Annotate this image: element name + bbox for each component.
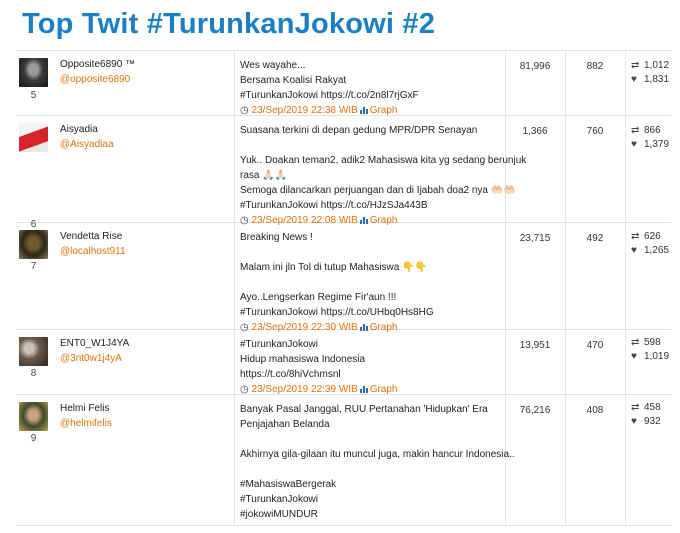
- following-cell: [565, 116, 626, 222]
- tweet-line: Yuk.. Doakan teman2, adik2 Mahasiswa kita yg sedang berunjuk: [240, 155, 527, 166]
- avatar[interactable]: [19, 337, 48, 366]
- tweet-cell: [234, 223, 506, 333]
- heart-icon: ♥: [631, 245, 637, 256]
- like-count: 1,379: [644, 139, 670, 150]
- like-stat: [631, 245, 669, 256]
- retweet-count: 458: [644, 402, 661, 413]
- table-row: [15, 51, 671, 116]
- tweet-line: Malam ini jln Tol di tutup Mahasiswa 👇👇: [240, 262, 428, 273]
- tweet-timestamp-link[interactable]: 23/Sep/2019 22:39 WIB: [251, 384, 358, 395]
- following-cell: [565, 395, 626, 525]
- table-row: [15, 395, 671, 526]
- retweet-stat: [631, 337, 661, 348]
- tweet-cell: [234, 395, 515, 525]
- user-cell: [15, 330, 235, 394]
- tweet-line: Breaking News !: [240, 232, 313, 243]
- tweet-table: [15, 50, 671, 526]
- tweet-line: #TurunkanJokowi https://t.co/2n8l7rjGxF: [240, 90, 419, 101]
- like-count: 932: [644, 416, 661, 427]
- heart-icon: ♥: [631, 139, 637, 150]
- graph-link[interactable]: Graph: [369, 322, 398, 333]
- tweet-text: [240, 402, 515, 522]
- tweet-timestamp-link[interactable]: 23/Sep/2019 22:30 WIB: [251, 322, 358, 333]
- tweet-line: #jokowiMUNDUR: [240, 509, 318, 520]
- rank-number: 6: [30, 219, 37, 230]
- tweet-line: Penjajahan Belanda: [240, 419, 330, 430]
- retweet-count: 626: [644, 231, 661, 242]
- clock-icon: ◷: [240, 215, 252, 226]
- user-name[interactable]: Vendetta Rise: [60, 231, 123, 242]
- like-stat: [631, 139, 669, 150]
- graph-link[interactable]: Graph: [369, 215, 398, 226]
- blank-line: [240, 275, 501, 290]
- like-stat: [631, 74, 669, 85]
- tweet-line: https://t.co/8hiVchmsnl: [240, 369, 341, 380]
- like-count: 1,831: [644, 74, 670, 85]
- following-count: 492: [586, 233, 604, 244]
- avatar[interactable]: [19, 230, 48, 259]
- like-count: 1,019: [644, 351, 670, 362]
- tweet-line: Banyak Pasal Janggal, RUU Pertanahan 'Hidupkan' Era: [240, 404, 488, 415]
- graph-link[interactable]: Graph: [369, 384, 398, 395]
- tweet-line: Ayo..Lengserkan Regime Fir'aun !!!: [240, 292, 397, 303]
- tweet-line: #TurunkanJokowi https://t.co/HJzSJa443B: [240, 200, 428, 211]
- tweet-line: Wes wayahe...: [240, 60, 306, 71]
- retweet-icon: ⇄: [631, 337, 640, 348]
- rank-number: 8: [30, 368, 37, 379]
- user-cell: [15, 51, 235, 115]
- user-cell: [15, 223, 235, 329]
- retweet-icon: ⇄: [631, 60, 640, 71]
- tweet-cell: [234, 330, 506, 394]
- like-count: 1,265: [644, 245, 670, 256]
- blank-line: [240, 462, 501, 477]
- user-handle-link[interactable]: @Aisyadiaa: [60, 139, 114, 150]
- followers-count: 13,951: [519, 340, 551, 351]
- like-stat: [631, 351, 669, 362]
- tweet-text: [240, 337, 501, 397]
- engagement-cell: [625, 223, 671, 329]
- tweet-text: [240, 58, 501, 118]
- rank-number: 5: [30, 90, 37, 101]
- table-row: [15, 330, 671, 395]
- retweet-count: 1,012: [644, 60, 670, 71]
- following-count: 470: [586, 340, 604, 351]
- user-name[interactable]: Aisyadia: [60, 124, 98, 135]
- clock-icon: ◷: [240, 105, 252, 116]
- rank-number: 9: [30, 433, 37, 444]
- following-cell: [565, 330, 626, 394]
- followers-count: 23,715: [519, 233, 551, 244]
- user-handle-link[interactable]: @localhost911: [60, 246, 126, 257]
- graph-icon: [360, 106, 369, 114]
- user-name[interactable]: Helmi Felis: [60, 403, 110, 414]
- following-count: 408: [586, 405, 604, 416]
- engagement-cell: [625, 51, 671, 115]
- followers-count: 76,216: [519, 405, 551, 416]
- avatar[interactable]: [19, 402, 48, 431]
- heart-icon: ♥: [631, 416, 637, 427]
- avatar[interactable]: [19, 58, 48, 87]
- avatar[interactable]: [19, 123, 48, 152]
- graph-link[interactable]: Graph: [369, 105, 398, 116]
- clock-icon: ◷: [240, 322, 252, 333]
- followers-cell: [505, 395, 566, 525]
- following-cell: [565, 51, 626, 115]
- following-count: 882: [586, 61, 604, 72]
- retweet-stat: [631, 60, 669, 71]
- tweet-line: Suasana terkini di depan gedung MPR/DPR Senayan: [240, 125, 478, 136]
- retweet-count: 866: [644, 125, 661, 136]
- heart-icon: ♥: [631, 74, 637, 85]
- tweet-line: #MahasiswaBergerak: [240, 479, 337, 490]
- retweet-icon: ⇄: [631, 125, 640, 136]
- followers-count: 81,996: [519, 61, 551, 72]
- user-handle-link[interactable]: @opposite6890: [60, 74, 131, 85]
- following-cell: [565, 223, 626, 329]
- tweet-line: Semoga dilancarkan perjuangan dan di Ijabah doa2 nya 🤲🏻🤲🏻: [240, 185, 516, 196]
- user-name[interactable]: Opposite6890 ™: [60, 59, 136, 70]
- heart-icon: ♥: [631, 351, 637, 362]
- retweet-stat: [631, 231, 661, 242]
- user-cell: [15, 116, 235, 230]
- tweet-text: [240, 123, 527, 228]
- clock-icon: ◷: [240, 384, 252, 395]
- engagement-cell: [625, 330, 671, 394]
- retweet-stat: [631, 125, 661, 136]
- following-count: 760: [586, 126, 604, 137]
- tweet-line: rasa 🙏🏻🙏🏻: [240, 170, 288, 181]
- tweet-line: Bersama Koalisi Rakyat: [240, 75, 347, 86]
- user-name[interactable]: ENT0_W1J4YA: [60, 338, 130, 349]
- engagement-cell: [625, 116, 671, 222]
- tweet-line: #TurunkanJokowi: [240, 339, 319, 350]
- tweet-line: Hidup mahasiswa Indonesia: [240, 354, 366, 365]
- user-handle-link[interactable]: @helmifelis: [60, 418, 112, 429]
- user-handle-link[interactable]: @3nt0w1j4yA: [60, 353, 122, 364]
- followers-cell: [505, 330, 566, 394]
- followers-cell: [505, 223, 566, 329]
- like-stat: [631, 416, 661, 427]
- user-cell: [15, 395, 235, 525]
- tweet-line: #TurunkanJokowi https://t.co/UHbq0Hs8HG: [240, 307, 434, 318]
- table-row: [15, 116, 671, 230]
- tweet-timestamp-link[interactable]: 23/Sep/2019 22:08 WIB: [251, 215, 358, 226]
- tweet-cell: [234, 51, 506, 115]
- tweet-timestamp-link[interactable]: 23/Sep/2019 22:38 WIB: [251, 105, 358, 116]
- followers-cell: [505, 116, 566, 222]
- blank-line: [240, 432, 501, 447]
- tweet-cell: [234, 116, 527, 226]
- blank-line: [240, 138, 501, 153]
- retweet-icon: ⇄: [631, 231, 640, 242]
- retweet-icon: ⇄: [631, 402, 640, 413]
- engagement-cell: [625, 395, 671, 525]
- page-title: Top Twit #TurunkanJokowi #2: [22, 8, 436, 40]
- rank-number: 7: [30, 261, 37, 272]
- tweet-line: Akhirnya gila-gilaan itu muncul juga, makin hancur Indonesia..: [240, 449, 515, 460]
- graph-icon: [360, 385, 369, 393]
- tweet-line: #TurunkanJokowi: [240, 494, 319, 505]
- tweet-text: [240, 230, 501, 335]
- retweet-count: 598: [644, 337, 661, 348]
- blank-line: [240, 245, 501, 260]
- followers-cell: [505, 51, 566, 115]
- retweet-stat: [631, 402, 661, 413]
- table-row: [15, 223, 671, 333]
- followers-count: 1,366: [522, 126, 548, 137]
